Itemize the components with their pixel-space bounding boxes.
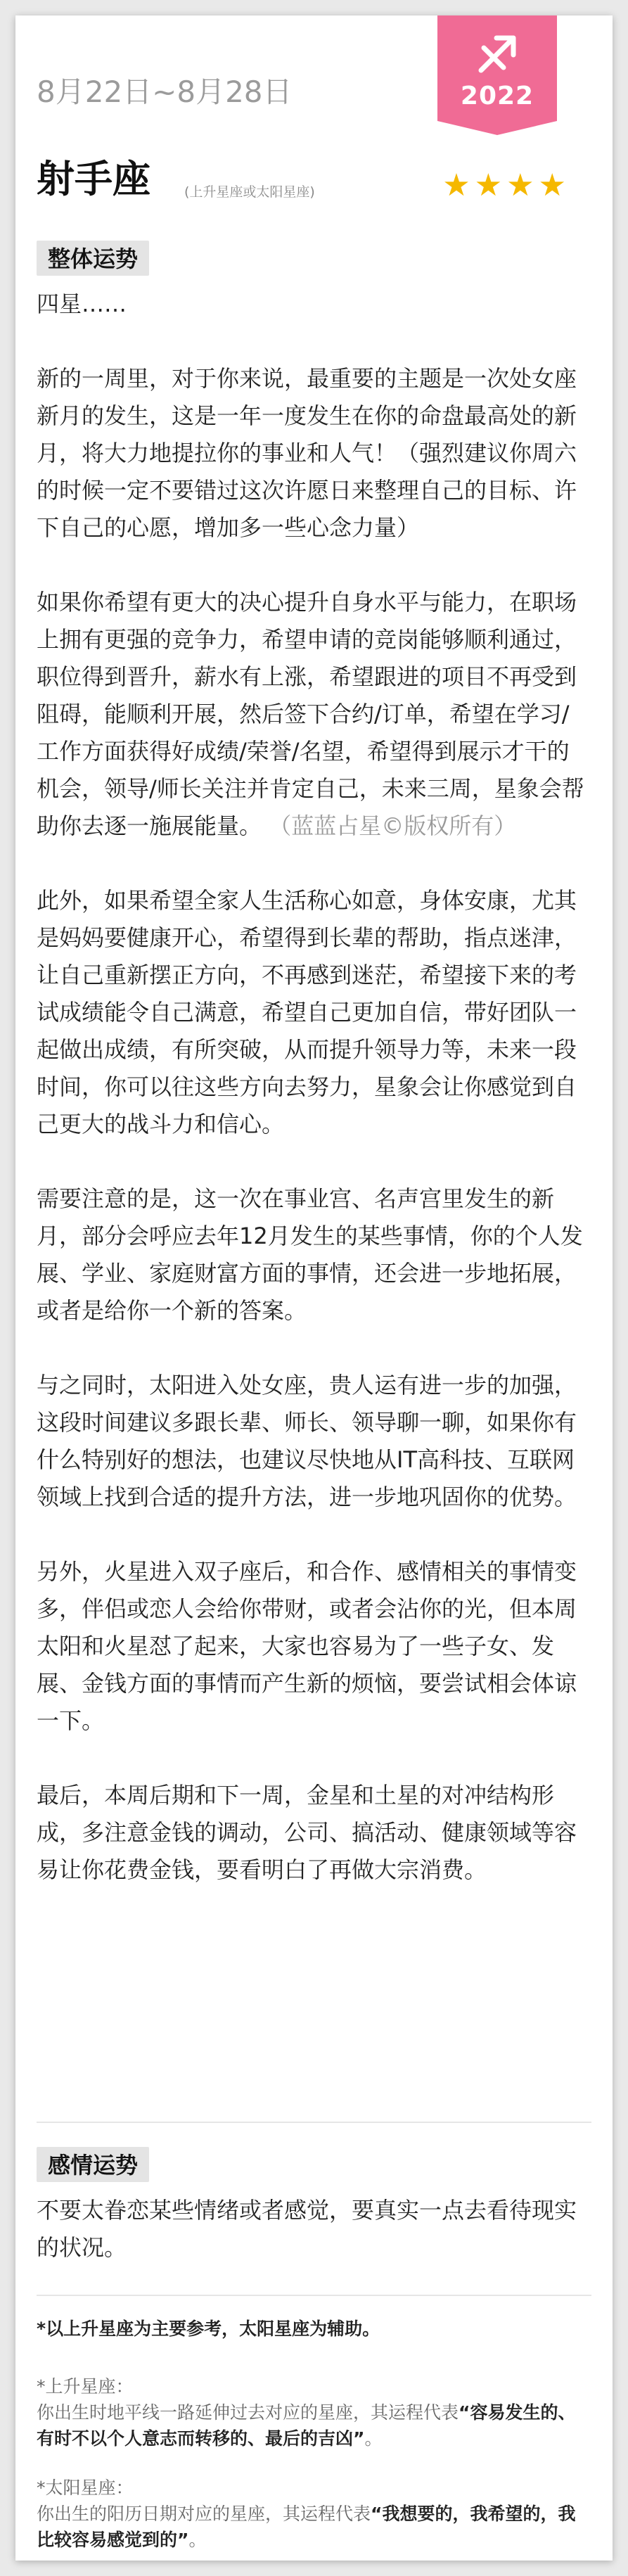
sun-text: 你出生的阳历日期对应的星座，其运程代表	[37, 2504, 371, 2524]
overall-tag: 整体运势	[37, 241, 149, 276]
title-row	[37, 149, 584, 205]
copyright-note: （蓝蓝占星©版权所有）	[262, 812, 517, 839]
sun-body	[37, 2501, 584, 2553]
sign-title: 射手座	[37, 157, 150, 201]
love-text: 不要太眷恋某些情绪或者感觉，要真实一点去看待现实的状况。	[37, 2197, 577, 2261]
love-section	[37, 2147, 591, 2266]
overall-para-1: 四星……	[37, 291, 127, 317]
rising-title: *上升星座：	[37, 2376, 134, 2397]
overall-section	[37, 241, 591, 1889]
notes-main	[37, 2316, 584, 2342]
notes-sun	[37, 2475, 584, 2553]
overall-para-3	[37, 584, 591, 845]
notes-divider	[37, 2295, 591, 2296]
rising-text: 你出生时地平线一路延伸过去对应的星座，其运程代表	[37, 2402, 459, 2423]
date-range: 8月22日~8月28日	[37, 75, 293, 109]
star-rating: ★★★★	[442, 167, 570, 203]
overall-para-4: 此外，如果希望全家人生活称心如意，身体安康，尤其是妈妈要健康开心，希望得到长辈的帮助，指点迷津，让自己重新摆正方向，不再感到迷茫，希望接下来的考试成绩能令自己满意，希望自己更加自信，带好团队一起做出成绩，有所突破，从而提升领导力等，未来一段时间，你可以往这些方向去努力，星象会让你感觉到自己更大的战斗力和信心。	[37, 887, 577, 1137]
overall-para-5: 需要注意的是，这一次在事业宫、名声宫里发生的新月，部分会呼应去年12月发生的某些事情，你的个人发展、学业、家庭财富方面的事情，还会进一步地拓展，或者是给你一个新的答案。	[37, 1185, 583, 1324]
year-badge	[437, 15, 557, 135]
badge-year: 2022	[460, 82, 534, 110]
love-tag: 感情运势	[37, 2147, 149, 2182]
sun-end: 。	[188, 2530, 207, 2550]
sign-note: (上升星座或太阳星座)	[184, 184, 315, 200]
rising-end: 。	[364, 2428, 383, 2449]
sun-quote: “我想要的，我希望的，我比较容易感觉到的”	[37, 2504, 576, 2550]
notes-rising	[37, 2373, 584, 2451]
overall-para-6: 与之同时，太阳进入处女座，贵人运有进一步的加强，这段时间建议多跟长辈、师长、领导聊一聊，如果你有什么特别好的想法，也建议尽快地从IT高科技、互联网领域上找到合适的提升方法，进一步地巩固你的优势。	[37, 1372, 577, 1510]
overall-para-8: 最后，本周后期和下一周，金星和土星的对冲结构形成，多注意金钱的调动，公司、搞活动、健康领域等容易让你花费金钱，要看明白了再做大宗消费。	[37, 1782, 577, 1883]
notes-main-text: *以上升星座为主要参考，太阳星座为辅助。	[37, 2319, 380, 2339]
horoscope-card	[15, 15, 613, 2561]
sun-title: *太阳星座：	[37, 2478, 134, 2498]
overall-para-2: 新的一周里，对于你来说，最重要的主题是一次处女座新月的发生，这是一年一度发生在你的命盘最高处的新月，将大力地提拉你的事业和人气！（强烈建议你周六的时候一定不要错过这次许愿日来整理自己的目标、许下自己的心愿，增加多一些心念力量）	[37, 365, 577, 541]
badge-shape	[437, 15, 557, 135]
overall-para-3-text: 如果你希望有更大的决心提升自身水平与能力，在职场上拥有更强的竞争力，希望申请的竞岗能够顺利通过，职位得到晋升，薪水有上涨，希望跟进的项目不再受到阻碍，能顺利开展，然后签下合约/订单，希望在学习/工作方面获得好成绩/荣誉/名望，希望得到展示才干的机会，领导/师长关注并肯定自己，未来三周，星象会帮助你去逐一施展能量。	[37, 589, 584, 839]
section-divider	[37, 2122, 591, 2123]
overall-para-7: 另外，火星进入双子座后，和合作、感情相关的事情变多，伴侣或恋人会给你带财，或者会沾你的光，但本周太阳和火星怼了起来，大家也容易为了一些子女、发展、金钱方面的事情而产生新的烦恼，要尝试相会体谅一下。	[37, 1558, 577, 1734]
rising-body	[37, 2399, 584, 2451]
rising-quote: “容易发生的、有时不以个人意志而转移的、最后的吉凶”	[37, 2402, 576, 2449]
